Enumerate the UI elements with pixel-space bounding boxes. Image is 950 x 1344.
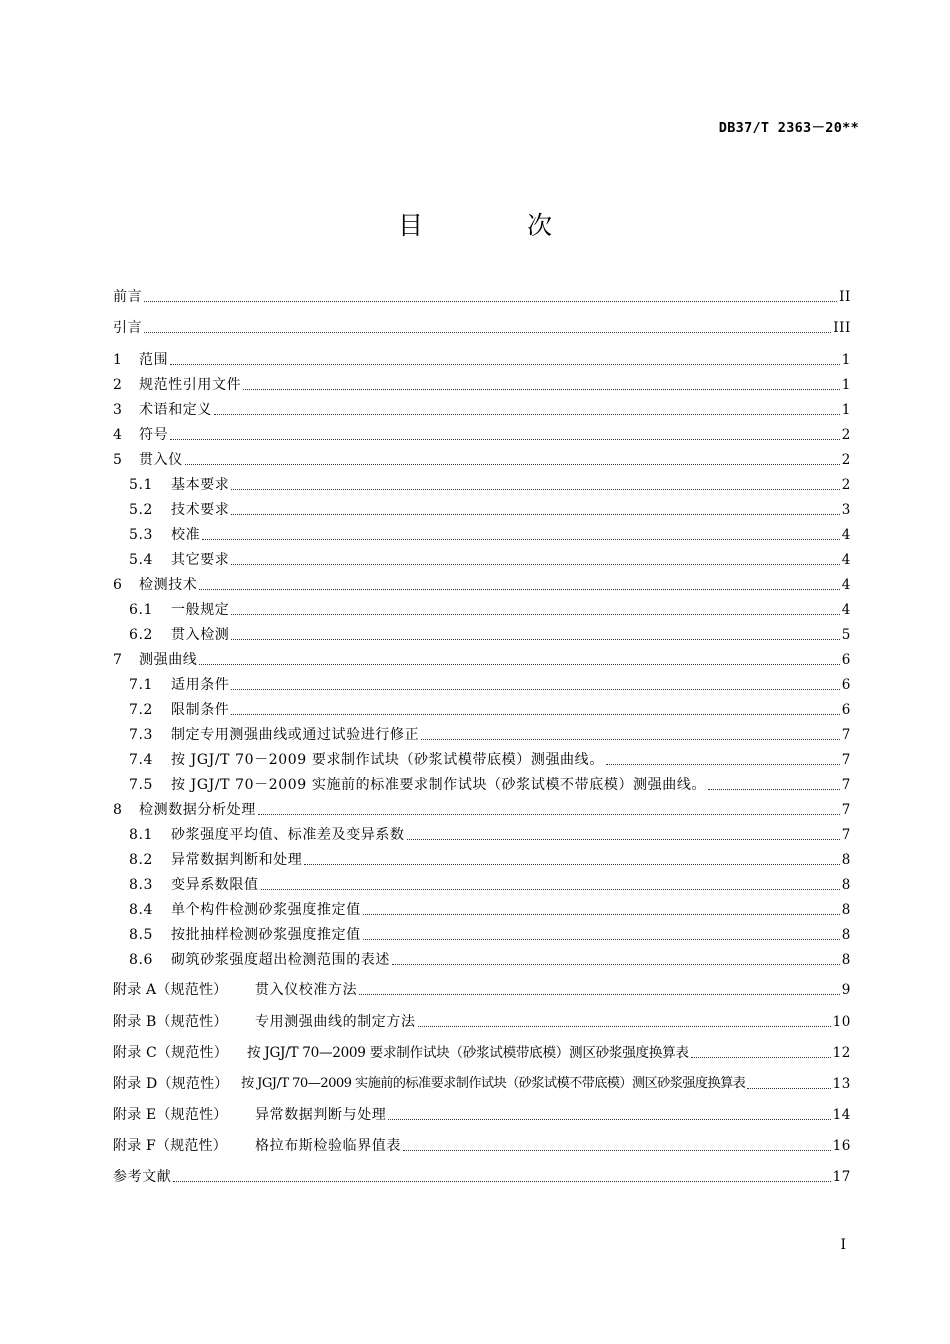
toc-page: 7 bbox=[841, 727, 851, 743]
toc-number: 7.4 bbox=[129, 752, 154, 768]
toc-label: 格拉布斯检验临界值表 bbox=[255, 1138, 401, 1154]
toc-entry[interactable] bbox=[113, 474, 851, 496]
dot-leader bbox=[170, 439, 840, 440]
toc-entry[interactable] bbox=[113, 949, 851, 971]
toc-label: 基本要求 bbox=[171, 477, 230, 493]
toc-entry[interactable] bbox=[113, 924, 851, 946]
toc-entry[interactable] bbox=[113, 286, 851, 308]
toc-label: 贯入仪 bbox=[139, 452, 183, 468]
toc-entry[interactable] bbox=[113, 549, 851, 571]
toc-number: 8 bbox=[113, 802, 123, 818]
toc-label: 专用测强曲线的制定方法 bbox=[255, 1014, 416, 1030]
toc-label: 按 JGJ/T 70－2009 要求制作试块（砂浆试模带底模）测强曲线。 bbox=[171, 752, 604, 768]
toc-entry[interactable] bbox=[113, 317, 851, 339]
dot-leader bbox=[144, 301, 837, 302]
toc-entry[interactable] bbox=[113, 1166, 851, 1188]
toc-page: 6 bbox=[841, 652, 851, 668]
toc-page: 1 bbox=[841, 352, 851, 368]
toc-number: 8.2 bbox=[129, 852, 154, 868]
toc-page: 8 bbox=[841, 927, 851, 943]
toc-number: 8.5 bbox=[129, 927, 154, 943]
toc-label: 检测技术 bbox=[139, 577, 198, 593]
toc-page: 7 bbox=[841, 802, 851, 818]
page-number: I bbox=[840, 1237, 846, 1253]
toc-number: 7.1 bbox=[129, 677, 154, 693]
toc-label: 砂浆强度平均值、标准差及变异系数 bbox=[171, 827, 405, 843]
toc-page: 13 bbox=[832, 1076, 851, 1092]
toc-appendix-entry[interactable] bbox=[113, 1104, 851, 1126]
toc-appendix-entry[interactable] bbox=[113, 979, 851, 1001]
toc-number: 2 bbox=[113, 377, 123, 393]
toc-number: 5.1 bbox=[129, 477, 154, 493]
toc-label: 其它要求 bbox=[171, 552, 230, 568]
toc-page: 2 bbox=[841, 452, 851, 468]
toc-label: 异常数据判断与处理 bbox=[255, 1107, 387, 1123]
dot-leader bbox=[708, 789, 840, 790]
dot-leader bbox=[388, 1119, 830, 1120]
toc-label: 按批抽样检测砂浆强度推定值 bbox=[171, 927, 361, 943]
toc-entry[interactable] bbox=[113, 599, 851, 621]
toc-page: 2 bbox=[841, 427, 851, 443]
toc-label: 异常数据判断和处理 bbox=[171, 852, 303, 868]
toc-label: 砌筑砂浆强度超出检测范围的表述 bbox=[171, 952, 390, 968]
appendix-number: 附录 A（规范性） bbox=[113, 982, 228, 998]
toc-page: 7 bbox=[841, 827, 851, 843]
toc-page: 6 bbox=[841, 702, 851, 718]
toc-appendix-entry[interactable] bbox=[113, 1073, 851, 1095]
toc-appendix-entry[interactable] bbox=[113, 1135, 851, 1157]
toc-label: 限制条件 bbox=[171, 702, 230, 718]
toc-number: 8.6 bbox=[129, 952, 154, 968]
toc-entry[interactable] bbox=[113, 449, 851, 471]
toc-label: 贯入检测 bbox=[171, 627, 230, 643]
toc-label: 前言 bbox=[113, 289, 143, 305]
toc-number: 3 bbox=[113, 402, 123, 418]
toc-page: 4 bbox=[841, 577, 851, 593]
toc-page: 8 bbox=[841, 877, 851, 893]
toc-label: 一般规定 bbox=[171, 602, 230, 618]
toc-page: 7 bbox=[841, 777, 851, 793]
toc-entry[interactable] bbox=[113, 424, 851, 446]
toc-number: 8.1 bbox=[129, 827, 154, 843]
toc-number: 5.3 bbox=[129, 527, 154, 543]
toc-page: II bbox=[839, 289, 851, 305]
toc-page: 10 bbox=[832, 1014, 851, 1030]
appendix-number: 附录 C（规范性） bbox=[113, 1045, 228, 1061]
toc-page: 8 bbox=[841, 852, 851, 868]
toc-appendix-entry[interactable] bbox=[113, 1011, 851, 1033]
toc-number: 8.4 bbox=[129, 902, 154, 918]
toc-entry[interactable] bbox=[113, 899, 851, 921]
toc-number: 7.2 bbox=[129, 702, 154, 718]
dot-leader bbox=[231, 614, 839, 615]
dot-leader bbox=[403, 1150, 831, 1151]
toc-page: 9 bbox=[841, 982, 851, 998]
toc-number: 5.4 bbox=[129, 552, 154, 568]
toc-number: 4 bbox=[113, 427, 123, 443]
dot-leader bbox=[691, 1057, 831, 1058]
toc-page: 8 bbox=[841, 902, 851, 918]
dot-leader bbox=[363, 914, 840, 915]
dot-leader bbox=[199, 589, 839, 590]
dot-leader bbox=[231, 564, 839, 565]
toc-number: 7.3 bbox=[129, 727, 154, 743]
toc-label: 变异系数限值 bbox=[171, 877, 259, 893]
toc-label: 适用条件 bbox=[171, 677, 230, 693]
toc-entry[interactable] bbox=[113, 874, 851, 896]
dot-leader bbox=[261, 889, 840, 890]
document-code: DB37/T 2363－20** bbox=[718, 120, 859, 136]
toc-page: 4 bbox=[841, 552, 851, 568]
dot-leader bbox=[231, 489, 839, 490]
toc-page: 5 bbox=[841, 627, 851, 643]
toc-page: 8 bbox=[841, 952, 851, 968]
dot-leader bbox=[185, 464, 840, 465]
toc-entry[interactable] bbox=[113, 374, 851, 396]
toc-label: 贯入仪校准方法 bbox=[255, 982, 358, 998]
toc-entry[interactable] bbox=[113, 724, 851, 746]
toc-label: 按 JGJ/T 70—2009 要求制作试块（砂浆试模带底模）测区砂浆强度换算表 bbox=[247, 1045, 689, 1061]
page-title: 目 次 bbox=[398, 211, 600, 240]
toc-entry[interactable] bbox=[113, 524, 851, 546]
dot-leader bbox=[199, 664, 839, 665]
dot-leader bbox=[418, 1026, 831, 1027]
toc-label: 规范性引用文件 bbox=[139, 377, 242, 393]
appendix-number: 附录 B（规范性） bbox=[113, 1014, 228, 1030]
toc-page: 2 bbox=[841, 477, 851, 493]
toc-page: 7 bbox=[841, 752, 851, 768]
toc-label: 符号 bbox=[139, 427, 169, 443]
dot-leader bbox=[231, 714, 839, 715]
appendix-number: 附录 E（规范性） bbox=[113, 1107, 228, 1123]
appendix-number: 附录 D（规范性） bbox=[113, 1076, 229, 1092]
toc-entry[interactable] bbox=[113, 749, 851, 771]
toc-number: 6.2 bbox=[129, 627, 154, 643]
dot-leader bbox=[359, 994, 840, 995]
dot-leader bbox=[214, 414, 840, 415]
toc-page: 17 bbox=[832, 1169, 851, 1185]
toc-label: 制定专用测强曲线或通过试验进行修正 bbox=[171, 727, 420, 743]
toc-page: 6 bbox=[841, 677, 851, 693]
dot-leader bbox=[231, 639, 839, 640]
toc-entry[interactable] bbox=[113, 399, 851, 421]
toc-label: 按 JGJ/T 70—2009 实施前的标准要求制作试块（砂浆试模不带底模）测区砂浆强度换算表 bbox=[241, 1076, 746, 1091]
toc-page: 12 bbox=[832, 1045, 851, 1061]
toc-page: 3 bbox=[841, 502, 851, 518]
dot-leader bbox=[144, 332, 831, 333]
dot-leader bbox=[243, 389, 840, 390]
toc-entry[interactable] bbox=[113, 649, 851, 671]
dot-leader bbox=[392, 964, 840, 965]
toc-entry[interactable] bbox=[113, 824, 851, 846]
toc-entry[interactable] bbox=[113, 674, 851, 696]
toc-entry[interactable] bbox=[113, 349, 851, 371]
toc-label: 测强曲线 bbox=[139, 652, 198, 668]
toc-entry[interactable] bbox=[113, 774, 851, 796]
dot-leader bbox=[202, 539, 840, 540]
dot-leader bbox=[363, 939, 840, 940]
toc-number: 5.2 bbox=[129, 502, 154, 518]
toc-number: 6 bbox=[113, 577, 123, 593]
dot-leader bbox=[231, 689, 839, 690]
toc-label: 术语和定义 bbox=[139, 402, 212, 418]
toc-label: 检测数据分析处理 bbox=[139, 802, 256, 818]
dot-leader bbox=[747, 1088, 830, 1089]
dot-leader bbox=[231, 514, 839, 515]
toc-number: 7 bbox=[113, 652, 123, 668]
toc-label: 按 JGJ/T 70－2009 实施前的标准要求制作试块（砂浆试模不带底模）测强曲线。 bbox=[171, 777, 707, 793]
toc-entry[interactable] bbox=[113, 699, 851, 721]
toc-entry[interactable] bbox=[113, 499, 851, 521]
dot-leader bbox=[258, 814, 840, 815]
toc-page: III bbox=[833, 320, 851, 336]
toc-label: 单个构件检测砂浆强度推定值 bbox=[171, 902, 361, 918]
toc-page: 1 bbox=[841, 402, 851, 418]
toc-entry[interactable] bbox=[113, 849, 851, 871]
toc-page: 4 bbox=[841, 602, 851, 618]
toc-entry[interactable] bbox=[113, 574, 851, 596]
toc-label: 范围 bbox=[139, 352, 169, 368]
toc-number: 5 bbox=[113, 452, 123, 468]
toc-page: 14 bbox=[832, 1107, 851, 1123]
toc-label: 校准 bbox=[171, 527, 201, 543]
dot-leader bbox=[170, 364, 840, 365]
toc-number: 7.5 bbox=[129, 777, 154, 793]
toc-number: 1 bbox=[113, 352, 123, 368]
toc-entry[interactable] bbox=[113, 799, 851, 821]
toc-number: 8.3 bbox=[129, 877, 154, 893]
dot-leader bbox=[304, 864, 839, 865]
toc-entry[interactable] bbox=[113, 624, 851, 646]
toc-label: 参考文献 bbox=[113, 1169, 172, 1185]
toc-page: 4 bbox=[841, 527, 851, 543]
toc-page: 16 bbox=[832, 1138, 851, 1154]
dot-leader bbox=[407, 839, 840, 840]
toc-label: 引言 bbox=[113, 320, 143, 336]
toc-label: 技术要求 bbox=[171, 502, 230, 518]
toc-appendix-entry[interactable] bbox=[113, 1042, 851, 1064]
toc-number: 6.1 bbox=[129, 602, 154, 618]
dot-leader bbox=[421, 739, 840, 740]
dot-leader bbox=[173, 1181, 830, 1182]
appendix-number: 附录 F（规范性） bbox=[113, 1138, 227, 1154]
toc-page: 1 bbox=[841, 377, 851, 393]
dot-leader bbox=[606, 764, 840, 765]
